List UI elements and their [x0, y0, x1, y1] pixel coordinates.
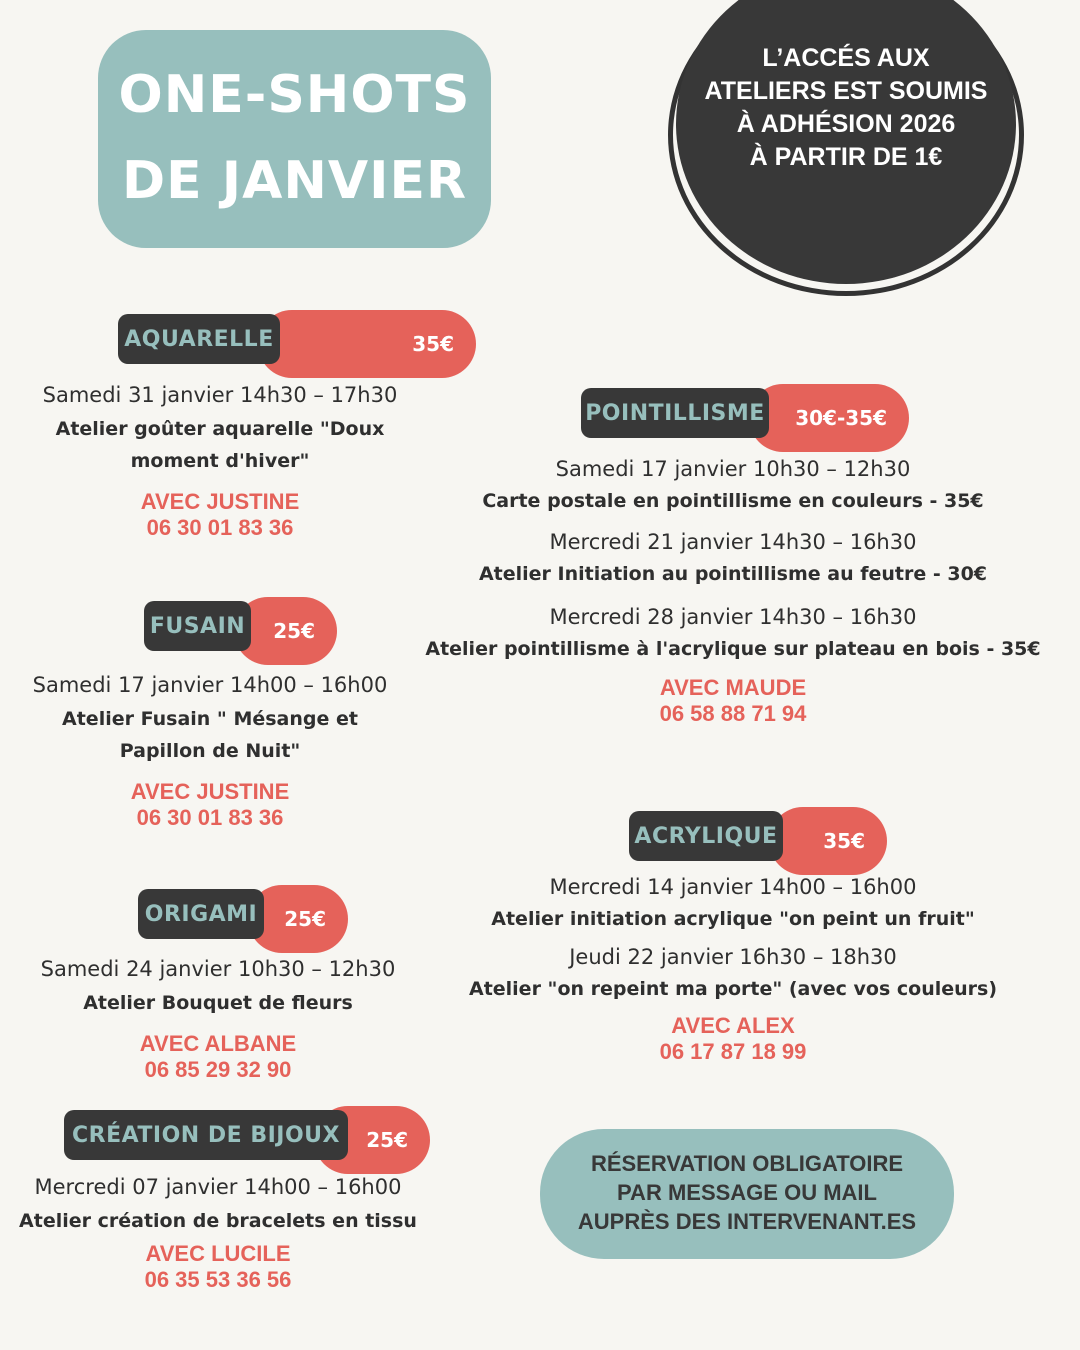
acrylique-session-2-date: Jeudi 22 janvier 16h30 – 18h30	[569, 945, 897, 969]
title-line-1: ONE-SHOTS	[118, 65, 471, 125]
reservation-note	[540, 1129, 954, 1259]
fusain-name: FUSAIN	[144, 601, 251, 651]
reservation-line-3: AUPRÈS DES INTERVENANT.ES	[577, 1209, 917, 1234]
reservation-line-2: PAR MESSAGE OU MAIL	[617, 1180, 877, 1205]
origami-name: ORIGAMI	[138, 889, 264, 939]
title-line-2: DE JANVIER	[121, 151, 468, 211]
origami-phone: 06 85 29 32 90	[144, 1057, 292, 1082]
acrylique-session-1-date: Mercredi 14 janvier 14h00 – 16h00	[549, 875, 917, 899]
acrylique-session-1-desc: Atelier initiation acrylique "on peint un fruit"	[491, 908, 975, 930]
origami-instructor: AVEC ALBANE	[139, 1031, 297, 1056]
acrylique-name: ACRYLIQUE	[629, 811, 783, 861]
pointillisme-price: 30€-35€	[749, 384, 909, 452]
aquarelle-name: AQUARELLE	[118, 314, 280, 364]
aquarelle-date: Samedi 31 janvier 14h30 – 17h30	[42, 383, 398, 407]
pointillisme-instructor: AVEC MAUDE	[659, 675, 807, 700]
acrylique-details	[418, 871, 1048, 1065]
aquarelle-details	[20, 379, 420, 541]
acrylique-session-2-desc: Atelier "on repeint ma porte" (avec vos couleurs)	[468, 978, 998, 1000]
fusain-phone: 06 30 01 83 36	[136, 805, 284, 830]
fusain-price: 25€	[234, 597, 337, 665]
pointillisme-details	[418, 453, 1048, 727]
pointillisme-session-3-desc: Atelier pointillisme à l'acrylique sur plateau en bois - 35€	[425, 638, 1041, 660]
origami-date: Samedi 24 janvier 10h30 – 12h30	[40, 957, 396, 981]
pointillisme-session-1-date: Samedi 17 janvier 10h30 – 12h30	[555, 457, 911, 481]
aquarelle-desc-2: moment d'hiver"	[130, 450, 310, 472]
bijoux-instructor: AVEC LUCILE	[145, 1241, 291, 1266]
fusain-date: Samedi 17 janvier 14h00 – 16h00	[32, 673, 388, 697]
pointillisme-session-2-date: Mercredi 21 janvier 14h30 – 16h30	[549, 530, 917, 554]
pointillisme-phone: 06 58 88 71 94	[659, 701, 807, 726]
bijoux-name: CRÉATION DE BIJOUX	[64, 1110, 348, 1160]
notice-line-1: L’ACCÉS AUX	[762, 44, 930, 72]
bijoux-date: Mercredi 07 janvier 14h00 – 16h00	[34, 1175, 402, 1199]
bijoux-phone: 06 35 53 36 56	[144, 1267, 292, 1292]
notice-line-2: ATELIERS EST SOUMIS	[704, 77, 988, 105]
page-title	[98, 30, 491, 248]
pointillisme-session-1-desc: Carte postale en pointillisme en couleurs - 35€	[482, 490, 984, 512]
acrylique-price: 35€	[769, 807, 887, 875]
bijoux-details	[8, 1171, 428, 1293]
fusain-details	[10, 669, 410, 831]
aquarelle-desc-1: Atelier goûter aquarelle "Doux	[55, 418, 385, 440]
origami-desc: Atelier Bouquet de fleurs	[83, 992, 353, 1014]
fusain-desc-2: Papillon de Nuit"	[119, 740, 301, 762]
reservation-line-1: RÉSERVATION OBLIGATOIRE	[590, 1151, 904, 1176]
origami-price: 25€	[248, 885, 348, 953]
acrylique-phone: 06 17 87 18 99	[659, 1039, 807, 1064]
aquarelle-price: 35€	[258, 310, 476, 378]
aquarelle-instructor: AVEC JUSTINE	[140, 489, 300, 514]
origami-details	[18, 953, 418, 1083]
fusain-instructor: AVEC JUSTINE	[130, 779, 290, 804]
fusain-desc-1: Atelier Fusain " Mésange et	[62, 708, 358, 730]
notice-line-4: À PARTIR DE 1€	[749, 143, 943, 171]
aquarelle-phone: 06 30 01 83 36	[146, 515, 294, 540]
pointillisme-name: POINTILLISME	[581, 388, 769, 438]
pointillisme-session-3-date: Mercredi 28 janvier 14h30 – 16h30	[549, 605, 917, 629]
pointillisme-session-2-desc: Atelier Initiation au pointillisme au feutre - 30€	[478, 563, 988, 585]
bijoux-desc: Atelier création de bracelets en tissu	[19, 1210, 417, 1232]
notice-line-3: À ADHÉSION 2026	[736, 110, 956, 138]
acrylique-instructor: AVEC ALEX	[671, 1013, 795, 1038]
bijoux-price: 25€	[314, 1106, 430, 1174]
